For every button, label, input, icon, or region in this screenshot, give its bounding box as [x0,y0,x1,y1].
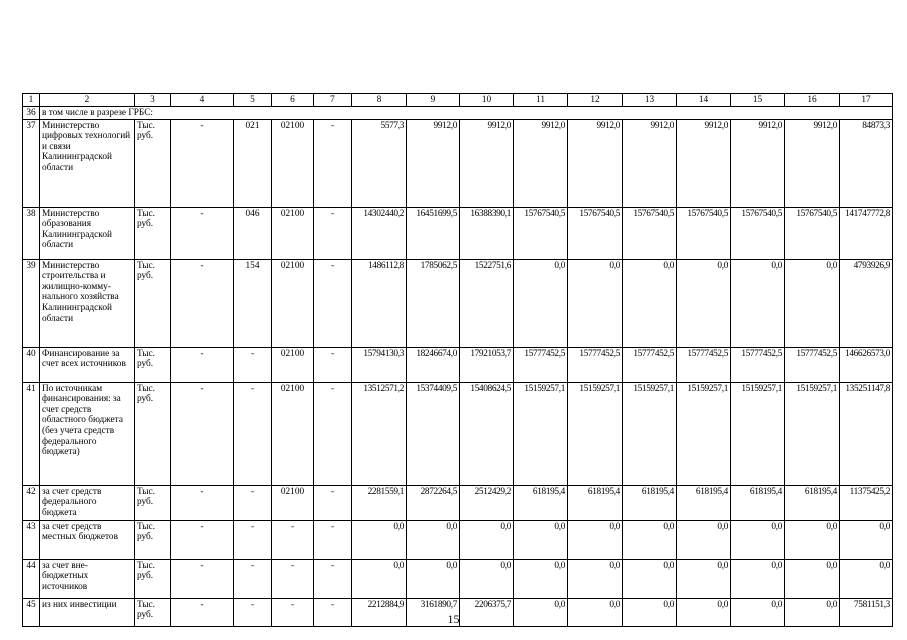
value-col-13: 15159257,1 [623,382,677,485]
value-col-14: 618195,4 [677,485,731,520]
row-name: Министерство цифровых технологий и связи Калининградской области [40,119,135,207]
cell-col-4: - [171,259,234,347]
value-col-16: 0,0 [785,259,840,347]
cell-col-4: - [171,520,234,559]
value-col-10: 0,0 [460,559,514,598]
column-header: 1 [23,94,40,107]
value-col-12: 0,0 [568,259,623,347]
cell-col-7: - [314,485,352,520]
value-col-15: 0,0 [731,520,785,559]
value-col-12: 0,0 [568,598,623,626]
value-col-8: 5577,3 [352,119,407,207]
row-name: из них инвестиции [40,598,135,626]
value-col-10: 1522751,6 [460,259,514,347]
cell-col-4: - [171,347,234,382]
row-number: 41 [23,382,40,485]
column-header: 12 [568,94,623,107]
value-col-11: 0,0 [514,259,568,347]
value-col-13: 0,0 [623,259,677,347]
cell-col-4: - [171,598,234,626]
value-col-10: 2512429,2 [460,485,514,520]
table-row [23,347,893,382]
cell-col-5: - [234,485,272,520]
row-name: Финансирование за счет всех источников [40,347,135,382]
table-row [23,207,893,259]
row-unit: Тыс. руб. [135,559,171,598]
value-col-14: 0,0 [677,520,731,559]
value-col-14: 15159257,1 [677,382,731,485]
column-header: 2 [40,94,135,107]
value-col-11: 0,0 [514,559,568,598]
value-col-11: 618195,4 [514,485,568,520]
page-number: 15 [447,612,460,626]
column-header: 16 [785,94,840,107]
value-col-15: 618195,4 [731,485,785,520]
value-col-15: 0,0 [731,259,785,347]
value-col-11: 15159257,1 [514,382,568,485]
value-col-12: 0,0 [568,520,623,559]
value-col-15: 0,0 [731,559,785,598]
cell-col-7: - [314,559,352,598]
value-col-10: 16388390,1 [460,207,514,259]
row-unit: Тыс. руб. [135,598,171,626]
column-header: 15 [731,94,785,107]
cell-col-6: 02100 [272,207,314,259]
budget-table-sheet [22,93,890,627]
column-header: 4 [171,94,234,107]
cell-col-6: - [272,520,314,559]
value-col-8: 1486112,8 [352,259,407,347]
value-col-17: 7581151,3 [840,598,893,626]
value-col-10: 0,0 [460,520,514,559]
column-number-header-row [23,94,893,107]
value-col-13: 618195,4 [623,485,677,520]
table-row [23,520,893,559]
cell-col-7: - [314,259,352,347]
value-col-9: 3161890,7 [407,598,460,626]
value-col-14: 9912,0 [677,119,731,207]
budget-table [22,93,893,627]
value-col-11: 0,0 [514,598,568,626]
row-unit: Тыс. руб. [135,207,171,259]
value-col-9: 0,0 [407,559,460,598]
value-col-12: 15159257,1 [568,382,623,485]
cell-col-7: - [314,119,352,207]
value-col-13: 0,0 [623,520,677,559]
value-col-8: 0,0 [352,520,407,559]
row-number: 38 [23,207,40,259]
value-col-17: 135251147,8 [840,382,893,485]
cell-col-7: - [314,520,352,559]
value-col-15: 0,0 [731,598,785,626]
value-col-12: 15767540,5 [568,207,623,259]
cell-col-4: - [171,382,234,485]
row-name: Министерство строительства и жилищно-комму-нального хозяйства Калининградской области [40,259,135,347]
value-col-16: 0,0 [785,559,840,598]
cell-col-5: 154 [234,259,272,347]
value-col-9: 0,0 [407,520,460,559]
row-number: 43 [23,520,40,559]
row-name: за счет средств федерального бюджета [40,485,135,520]
value-col-16: 15777452,5 [785,347,840,382]
row-number: 36 [23,107,40,120]
value-col-16: 0,0 [785,520,840,559]
value-col-17: 0,0 [840,520,893,559]
column-header: 10 [460,94,514,107]
cell-col-4: - [171,485,234,520]
cell-col-6: 02100 [272,485,314,520]
value-col-16: 15767540,5 [785,207,840,259]
value-col-11: 15767540,5 [514,207,568,259]
value-col-9: 2872264,5 [407,485,460,520]
cell-col-5: - [234,520,272,559]
column-header: 14 [677,94,731,107]
column-header: 3 [135,94,171,107]
cell-col-4: - [171,119,234,207]
value-col-8: 2212884,9 [352,598,407,626]
column-header: 7 [314,94,352,107]
column-header: 9 [407,94,460,107]
value-col-9: 15374409,5 [407,382,460,485]
cell-col-4: - [171,207,234,259]
row-unit: Тыс. руб. [135,382,171,485]
value-col-11: 0,0 [514,520,568,559]
value-col-10: 15408624,5 [460,382,514,485]
cell-col-7: - [314,207,352,259]
value-col-13: 0,0 [623,559,677,598]
value-col-12: 15777452,5 [568,347,623,382]
value-col-14: 15767540,5 [677,207,731,259]
cell-col-7: - [314,347,352,382]
cell-col-5: 021 [234,119,272,207]
column-header: 11 [514,94,568,107]
cell-col-7: - [314,382,352,485]
value-col-13: 9912,0 [623,119,677,207]
value-col-9: 18246674,0 [407,347,460,382]
cell-col-7: - [314,598,352,626]
value-col-15: 9912,0 [731,119,785,207]
value-col-12: 0,0 [568,559,623,598]
value-col-17: 84873,3 [840,119,893,207]
row-unit: Тыс. руб. [135,259,171,347]
value-col-17: 0,0 [840,559,893,598]
value-col-13: 15777452,5 [623,347,677,382]
cell-col-5: - [234,559,272,598]
value-col-12: 618195,4 [568,485,623,520]
row-number: 45 [23,598,40,626]
value-col-8: 0,0 [352,559,407,598]
table-row [23,382,893,485]
row-unit: Тыс. руб. [135,520,171,559]
value-col-15: 15159257,1 [731,382,785,485]
cell-col-6: 02100 [272,382,314,485]
row-unit: Тыс. руб. [135,347,171,382]
cell-col-6: - [272,559,314,598]
value-col-8: 2281559,1 [352,485,407,520]
value-col-8: 14302440,2 [352,207,407,259]
row-name: за счет средств местных бюджетов [40,520,135,559]
value-col-9: 1785062,5 [407,259,460,347]
value-col-8: 15794130,3 [352,347,407,382]
value-col-16: 0,0 [785,598,840,626]
cell-col-5: - [234,347,272,382]
cell-col-6: - [272,598,314,626]
value-col-9: 16451699,5 [407,207,460,259]
table-row [23,119,893,207]
cell-col-5: 046 [234,207,272,259]
value-col-15: 15767540,5 [731,207,785,259]
value-col-8: 13512571,2 [352,382,407,485]
value-col-14: 15777452,5 [677,347,731,382]
value-col-15: 15777452,5 [731,347,785,382]
row-number: 42 [23,485,40,520]
value-col-16: 618195,4 [785,485,840,520]
row-name: за счет вне-бюджетных источников [40,559,135,598]
value-col-17: 4793926,9 [840,259,893,347]
value-col-13: 15767540,5 [623,207,677,259]
row-name: Министерство образования Калининградской области [40,207,135,259]
value-col-10: 17921053,7 [460,347,514,382]
section-label: в том числе в разрезе ГРБС: [40,107,893,120]
row-number: 44 [23,559,40,598]
column-header: 6 [272,94,314,107]
row-number: 37 [23,119,40,207]
column-header: 13 [623,94,677,107]
value-col-17: 141747772,8 [840,207,893,259]
cell-col-5: - [234,598,272,626]
column-header: 5 [234,94,272,107]
value-col-16: 9912,0 [785,119,840,207]
value-col-14: 0,0 [677,259,731,347]
value-col-9: 9912,0 [407,119,460,207]
value-col-11: 9912,0 [514,119,568,207]
value-col-17: 11375425,2 [840,485,893,520]
value-col-17: 146626573,0 [840,347,893,382]
value-col-14: 0,0 [677,598,731,626]
table-row [23,485,893,520]
cell-col-5: - [234,382,272,485]
value-col-10: 9912,0 [460,119,514,207]
section-row [23,107,893,120]
cell-col-6: 02100 [272,347,314,382]
cell-col-6: 02100 [272,259,314,347]
value-col-10: 2206375,7 [460,598,514,626]
row-unit: Тыс. руб. [135,119,171,207]
table-row [23,259,893,347]
value-col-12: 9912,0 [568,119,623,207]
value-col-14: 0,0 [677,559,731,598]
column-header: 17 [840,94,893,107]
cell-col-4: - [171,559,234,598]
column-header: 8 [352,94,407,107]
row-name: По источникам финансирования: за счет средств областного бюджета (без учета средств федерального бюджета) [40,382,135,485]
table-row [23,559,893,598]
value-col-13: 0,0 [623,598,677,626]
value-col-16: 15159257,1 [785,382,840,485]
cell-col-6: 02100 [272,119,314,207]
row-number: 40 [23,347,40,382]
row-unit: Тыс. руб. [135,485,171,520]
value-col-11: 15777452,5 [514,347,568,382]
row-number: 39 [23,259,40,347]
